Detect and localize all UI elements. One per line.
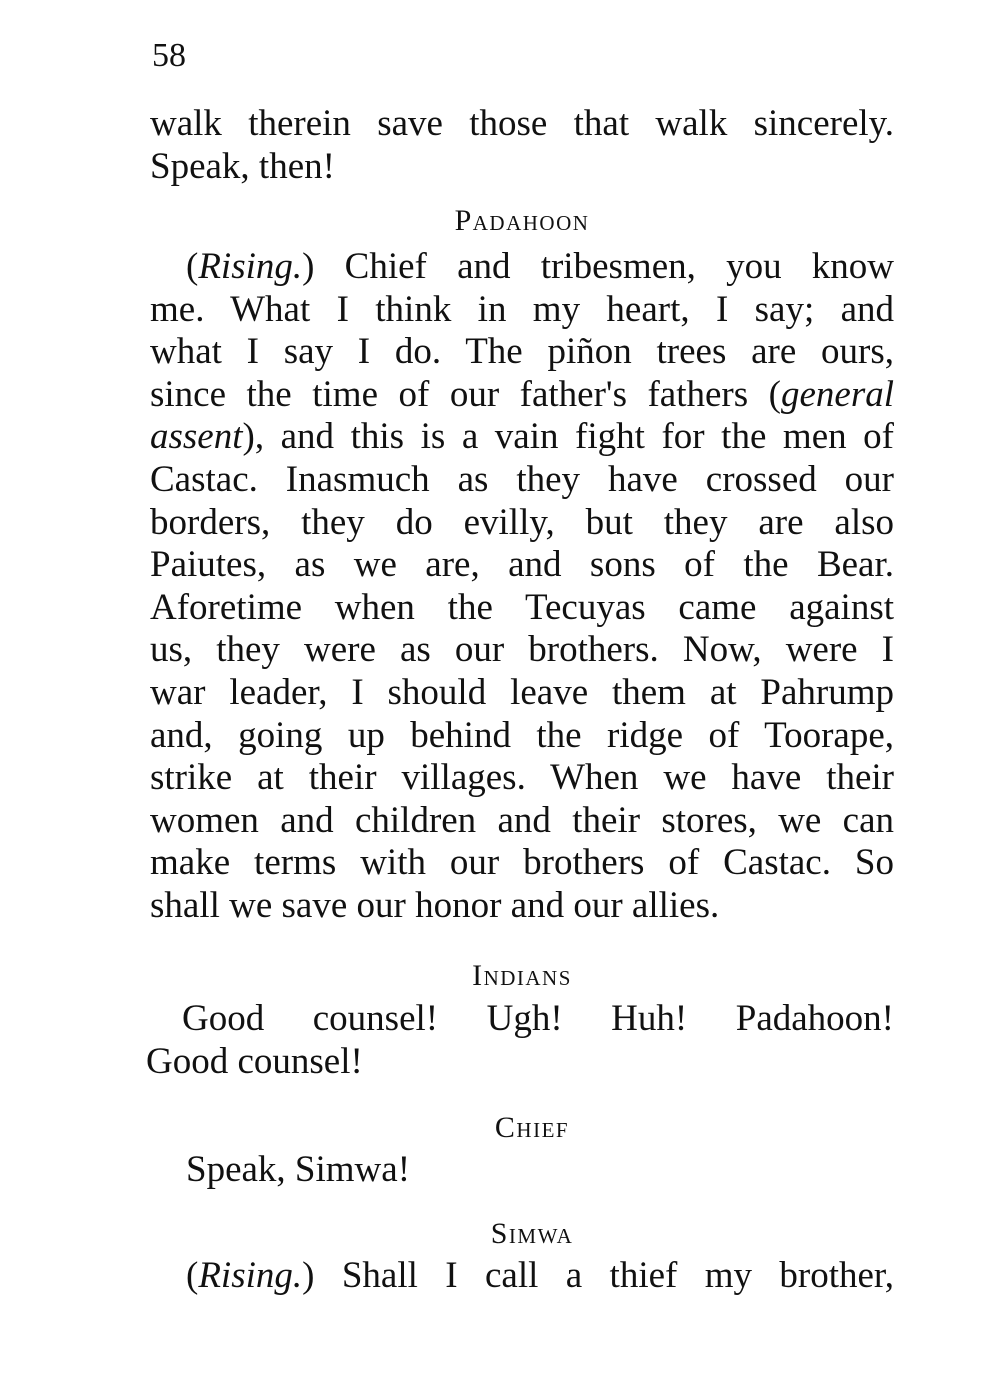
text-line: war leader, I should leave them at Pahrump [150,671,894,713]
continuation-paragraph [150,103,894,188]
text-line: strike at their villages. When we have their [150,757,894,799]
text-line: Speak, Simwa! [186,1149,411,1190]
text-line: borders, they do evilly, but they are also [150,501,894,543]
text-line [150,374,894,417]
speech-text: Chief and tribesmen, you know [344,246,894,287]
stage-direction: Rising. [198,1255,303,1296]
speaker-name-indians: Indians [472,959,572,992]
text-line: us, they were as our brothers. Now, were I [150,629,894,671]
speaker-name-padahoon: Padahoon [454,204,590,237]
speech-text: ), and this is a vain fight for the men of [242,416,894,458]
page-number: 58 [152,37,186,74]
text-line: walk therein save those that walk sincerely. [150,103,894,144]
text-line: Aforetime when the Tecuyas came against [150,586,894,628]
text-line [150,416,894,459]
speaker-name-simwa: Simwa [490,1217,574,1250]
text-line: Good counsel! [146,1040,363,1082]
text-line: make terms with our brothers of Castac. So [150,842,894,884]
speech-chief [150,1149,894,1192]
speech-text: Shall I call a thief my brother, [341,1255,894,1296]
text-line: Good counsel! Ugh! Huh! Padahoon! [182,998,894,1039]
stage-aside: general [780,373,894,415]
text-line: Paiutes, as we are, and sons of the Bear. [150,544,894,586]
stage-aside: assent [150,416,243,458]
speech-text: since the time of our father's fathers ( [150,373,781,415]
text-line: and, going up behind the ridge of Toorape, [150,714,894,756]
text-line: me. What I think in my heart, I say; and [150,288,894,330]
speech-indians [146,998,894,1083]
text-line: what I say I do. The piñon trees are ours, [150,331,894,373]
text-line: Castac. Inasmuch as they have crossed our [150,458,894,500]
text-line: shall we save our honor and our allies. [150,884,720,926]
text-line: (Rising.) Shall I call a thief my brother, [186,1255,894,1296]
text-line: women and children and their stores, we can [150,799,894,841]
speaker-name-chief: Chief [494,1111,570,1144]
speech-padahoon [150,246,894,928]
text-line: (Rising.) Chief and tribesmen, you know [186,246,894,287]
speech-simwa [150,1255,894,1298]
text-line: Speak, then! [150,145,335,187]
stage-direction: Rising. [198,246,303,287]
